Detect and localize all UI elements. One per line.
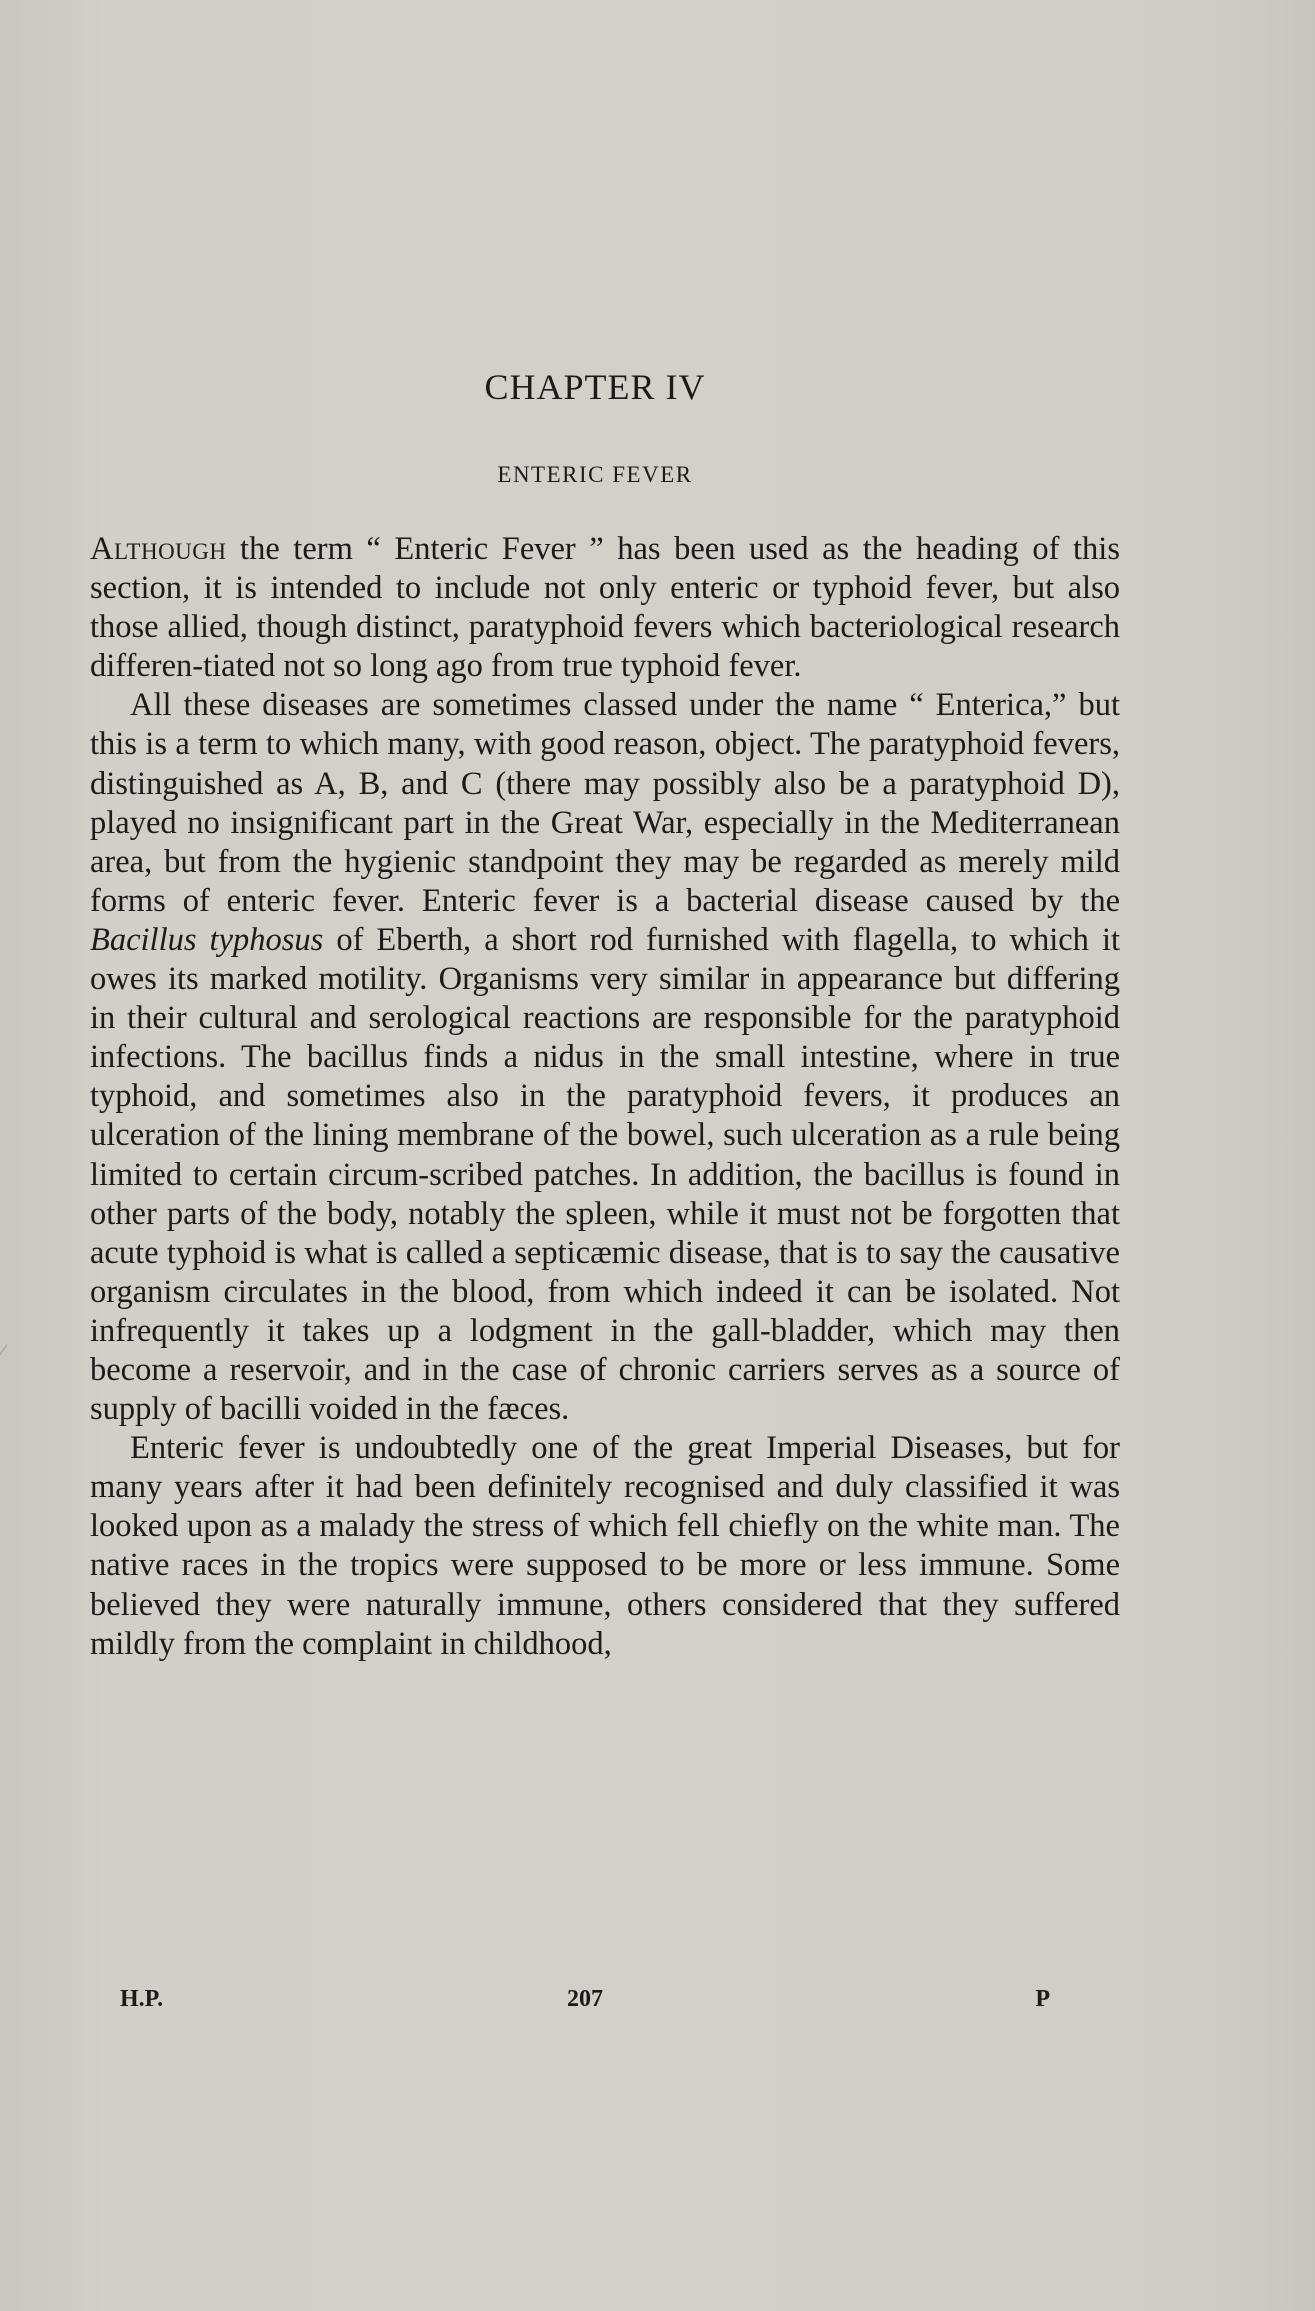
footer-signature-mark: P bbox=[1035, 1986, 1050, 2012]
paragraph-3 bbox=[90, 1429, 1120, 1664]
paragraph-2-text-a: All these diseases are sometimes classed under the name “ Enterica,” but this is a term to which many, with good reason, object. The paratyphoid fevers, distinguished as A, B, and C (there may possibly also be a paratyphoid D), played no insignificant part in the Great War, especially in the Mediterranean area, but from the hygienic standpoint they may be regarded as merely mild forms of enteric fever. Enteric fever is a bacterial disease caused by the bbox=[90, 687, 1120, 919]
paragraph-1 bbox=[90, 530, 1120, 686]
chapter-title: CHAPTER IV bbox=[484, 367, 706, 407]
lead-word: Although bbox=[90, 531, 227, 567]
paragraph-3-text: Enteric fever is undoubtedly one of the great Imperial Diseases, but for many years after it had been definitely recognised and duly classified it was looked upon as a malady the stress of which fell chiefly on the white man. The native races in the tropics were supposed to be more or less immune. Some believed they were naturally immune, others considered that they suffered mildly from the complaint in childhood, bbox=[90, 1430, 1120, 1662]
page-footer bbox=[120, 1986, 1050, 2026]
paragraph-1-text: the term “ Enteric Fever ” has been used as the heading of this section, it is intended to include not only enteric or typhoid fever, but also those allied, though distinct, paratyphoid fevers which bacteriological research differen-tiated not so long ago from true typhoid fever. bbox=[90, 531, 1120, 685]
body-text bbox=[90, 530, 1120, 1664]
footer-signature: H.P. bbox=[120, 1986, 164, 2012]
page-number: 207 bbox=[567, 1986, 603, 2012]
margin-mark bbox=[0, 1344, 14, 1366]
section-title: ENTERIC FEVER bbox=[497, 462, 693, 487]
paragraph-2-text-b: of Eberth, a short rod furnished with flagella, to which it owes its marked motility. Organisms very similar in appearance but differing in their cultural and serological reactions are responsible for the paratyphoid infections. The bacillus finds a nidus in the small intestine, where in true typhoid, and sometimes also in the paratyphoid fevers, it produces an ulceration of the lining membrane of the bowel, such ulceration as a rule being limited to certain circum-scribed patches. In addition, the bacillus is found in other parts of the body, notably the spleen, while it must not be forgotten that acute typhoid is what is called a septicæmic disease, that is to say the causative organism circulates in the blood, from which indeed it can be isolated. Not infrequently it takes up a lodgment in the gall-bladder, which may then become a reservoir, and in the case of chronic carriers serves as a source of supply of bacilli voided in the fæces. bbox=[90, 921, 1120, 1428]
paragraph-2 bbox=[90, 686, 1120, 1429]
species-name: Bacillus typhosus bbox=[90, 921, 324, 958]
